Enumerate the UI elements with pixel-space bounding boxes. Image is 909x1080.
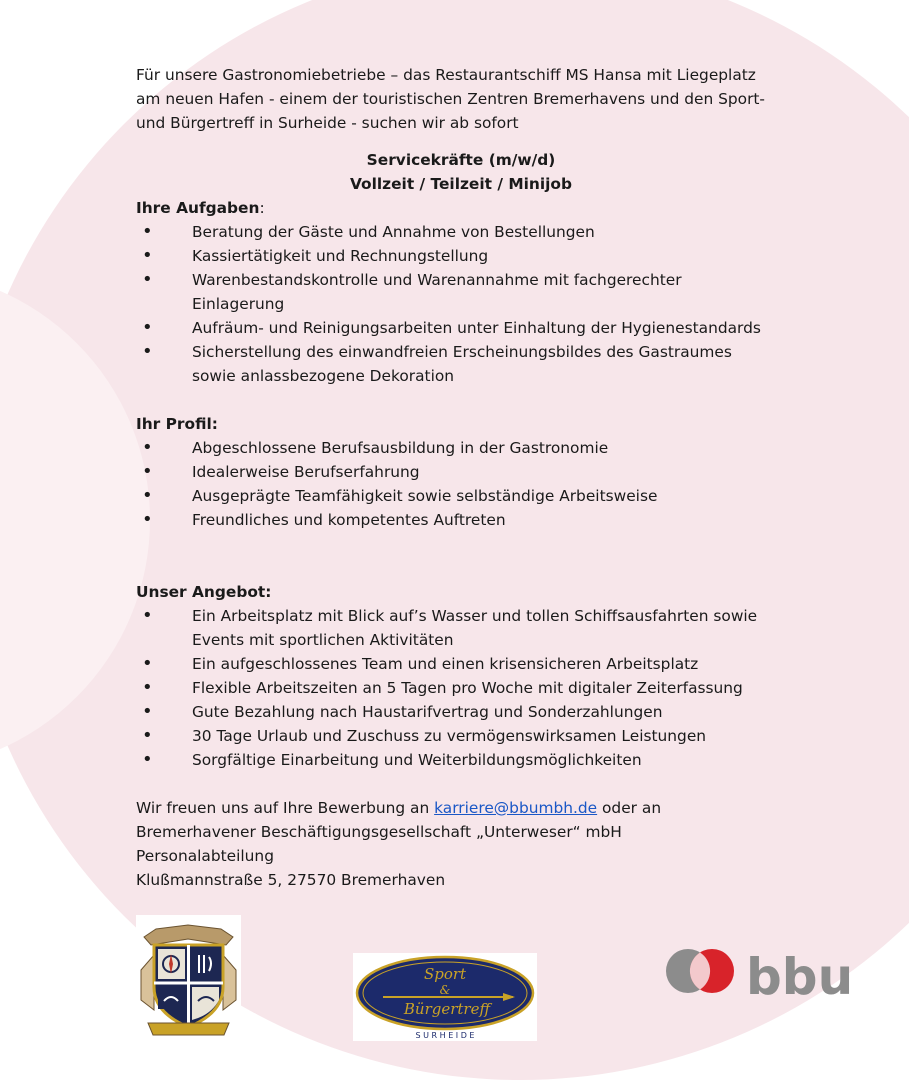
list-item: • Kassiertätigkeit und Rechnungstellung: [136, 244, 786, 268]
list-item: • Aufräum- und Reinigungsarbeiten unter Einhaltung der Hygienestandards: [136, 316, 786, 340]
list-item: • Beratung der Gäste und Annahme von Bestellungen: [136, 220, 786, 244]
list-item: • Ein aufgeschlossenes Team und einen krisensicheren Arbeitsplatz: [136, 652, 786, 676]
list-item: • 30 Tage Urlaub und Zuschuss zu vermögenswirksamen Leistungen: [136, 724, 786, 748]
sport-logo-amp: &: [439, 983, 451, 997]
contact-line: [136, 796, 786, 820]
intro-line: und Bürgertreff in Surheide - suchen wir ab sofort: [136, 114, 519, 132]
offer-list: [136, 604, 786, 772]
job-types: Vollzeit / Teilzeit / Minijob: [349, 175, 573, 193]
offer-heading: Unser Angebot:: [136, 583, 272, 601]
email-link[interactable]: karriere@bbumbh.de: [434, 799, 598, 817]
sport-logo-word: Sport: [423, 965, 467, 983]
job-title-block: [136, 148, 786, 196]
list-item: • Abgeschlossene Berufsausbildung in der Gastronomie: [136, 436, 786, 460]
job-title: Servicekräfte (m/w/d): [366, 151, 556, 169]
contact-suffix: oder an: [597, 799, 662, 817]
profile-list: [136, 436, 786, 532]
profile-heading: Ihr Profil:: [136, 415, 218, 433]
bbu-logo-text: bbu: [746, 948, 854, 1001]
intro-line: am neuen Hafen - einem der touristischen Zentren Bremerhavens und den Sport-: [136, 90, 765, 108]
contact-prefix: Wir freuen uns auf Ihre Bewerbung an: [136, 799, 435, 817]
contact-block: [136, 796, 786, 892]
intro-paragraph: [136, 63, 786, 135]
intro-line: Für unsere Gastronomiebetriebe – das Restaurantschiff MS Hansa mit Liegeplatz: [136, 66, 756, 84]
address: Klußmannstraße 5, 27570 Bremerhaven: [136, 871, 446, 889]
company-name: Bremerhavener Beschäftigungsgesellschaft „Unterweser“ mbH: [136, 823, 622, 841]
list-item: • Sicherstellung des einwandfreien Erscheinungsbildes des Gastraumes sowie anlassbezogene Dekoration: [136, 340, 786, 388]
list-item: • Flexible Arbeitszeiten an 5 Tagen pro Woche mit digitaler Zeiterfassung: [136, 676, 786, 700]
tasks-heading: [136, 196, 786, 220]
tasks-list: [136, 220, 786, 388]
list-item: • Ein Arbeitsplatz mit Blick auf’s Wasser und tollen Schiffsausfahrten sowie Events mit sportlichen Aktivitäten: [136, 604, 786, 652]
list-item: • Warenbestandskontrolle und Warenannahme mit fachgerechter Einlagerung: [136, 268, 786, 316]
surheide-logo-word: S U R H E I D E: [415, 1031, 475, 1040]
tasks-heading-text: Ihre Aufgaben: [136, 199, 260, 217]
job-posting: [136, 63, 786, 892]
department: Personalabteilung: [136, 847, 274, 865]
list-item: • Gute Bezahlung nach Haustarifvertrag und Sonderzahlungen: [136, 700, 786, 724]
tasks-heading-colon: :: [259, 199, 265, 217]
list-item: • Freundliches und kompetentes Auftreten: [136, 508, 786, 532]
sport-buergertreff-logo: [353, 953, 537, 1041]
buergertreff-logo-word: Bürgertreff: [403, 1000, 491, 1018]
ms-hansa-crest-logo: [136, 915, 241, 1040]
list-item: • Sorgfältige Einarbeitung und Weiterbildungsmöglichkeiten: [136, 748, 786, 772]
bbu-logo: [662, 946, 867, 1001]
list-item: • Ausgeprägte Teamfähigkeit sowie selbständige Arbeitsweise: [136, 484, 786, 508]
list-item: • Idealerweise Berufserfahrung: [136, 460, 786, 484]
